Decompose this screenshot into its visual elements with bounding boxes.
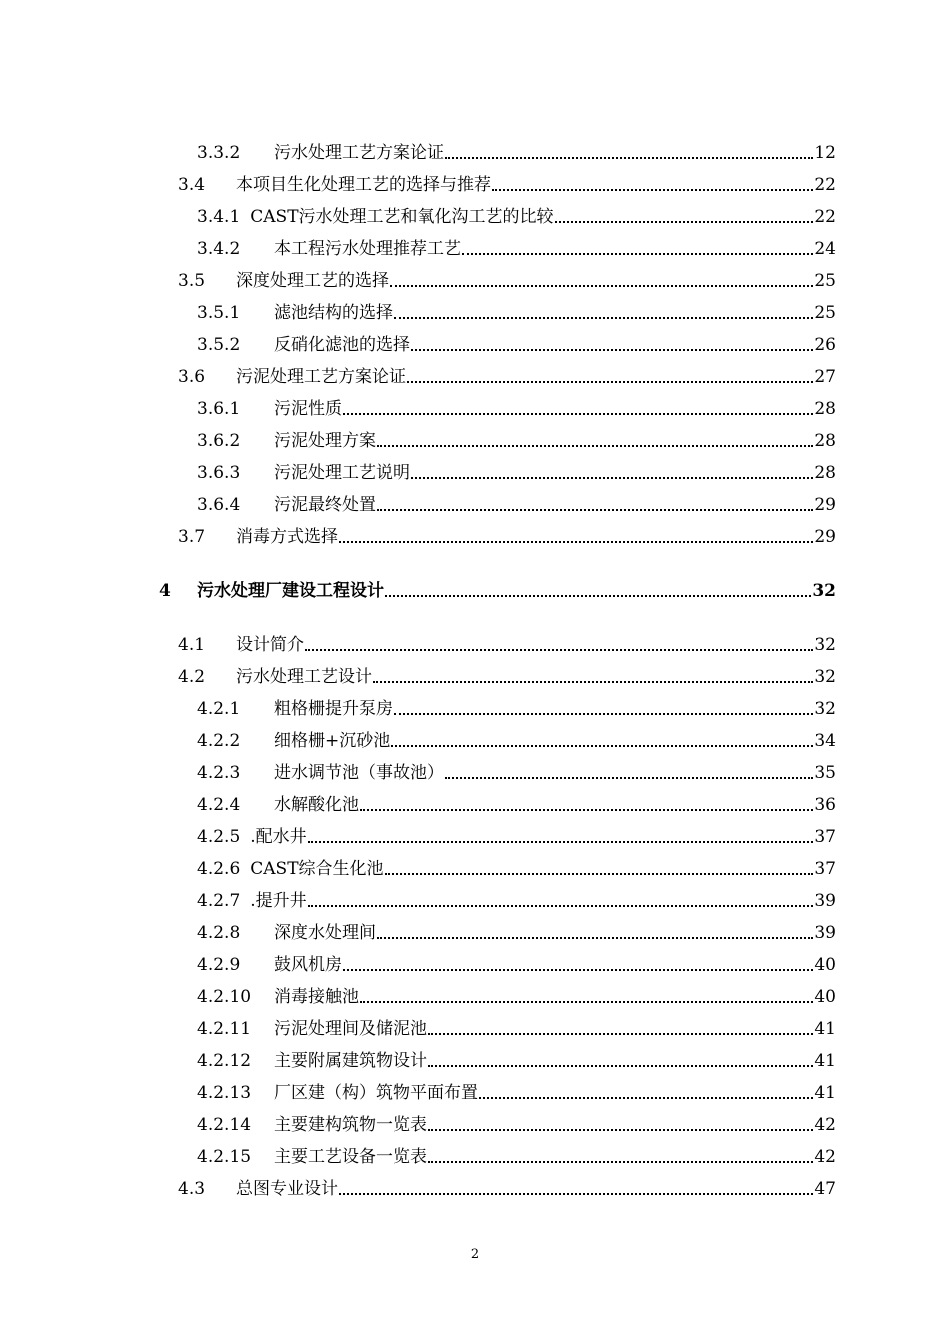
toc-entry-page: 37	[814, 859, 836, 879]
toc-entry-title: 污泥处理间及储泥池	[274, 1019, 427, 1039]
toc-dot-leader	[377, 445, 813, 447]
toc-dot-leader	[360, 1001, 813, 1003]
toc-entry-number: 4.2.6	[197, 859, 241, 879]
toc-entry-title: 污水处理工艺方案论证	[274, 143, 444, 163]
toc-entry-title: 污泥处理工艺说明	[274, 463, 410, 483]
toc-entry-title: 鼓风机房	[274, 955, 342, 975]
toc-dot-leader	[462, 253, 813, 255]
toc-entry-number: 4.2.14	[197, 1115, 252, 1135]
toc-dot-leader	[428, 1161, 813, 1163]
toc-entry-number: 3.5.2	[197, 335, 241, 355]
toc-entry-title: 深度处理工艺的选择	[236, 271, 389, 291]
toc-entry[interactable]	[197, 204, 836, 228]
toc-entry-number: 3.4	[178, 175, 206, 195]
toc-entry-title: 污泥最终处置	[274, 495, 376, 515]
toc-dot-leader	[479, 1097, 813, 1099]
toc-entry-page: 25	[814, 303, 836, 323]
toc-entry-number: 4.2.1	[197, 699, 241, 719]
toc-dot-leader	[308, 841, 814, 843]
toc-entry-page: 40	[814, 987, 836, 1007]
toc-entry[interactable]	[197, 888, 836, 912]
toc-dot-leader	[394, 713, 813, 715]
toc-entry-title: 污水处理工艺设计	[236, 667, 372, 687]
toc-entry-page: 12	[814, 143, 836, 163]
toc-entry[interactable]	[197, 856, 836, 880]
toc-entry-number: 3.7	[178, 527, 206, 547]
toc-entry-title: 厂区建（构）筑物平面布置	[274, 1083, 478, 1103]
toc-dot-leader	[377, 937, 813, 939]
toc-dot-leader	[360, 809, 813, 811]
toc-entry-number: 3.5.1	[197, 303, 241, 323]
toc-entry-page: 32	[812, 581, 836, 601]
toc-entry-title: 水解酸化池	[274, 795, 359, 815]
toc-dot-leader	[391, 745, 813, 747]
toc-entry[interactable]	[178, 268, 836, 292]
toc-dot-leader	[390, 285, 813, 287]
toc-entry-number: 4.2.8	[197, 923, 241, 943]
toc-entry[interactable]	[178, 524, 836, 548]
toc-entry-page: 28	[814, 431, 836, 451]
toc-dot-leader	[305, 649, 813, 651]
toc-entry[interactable]	[197, 140, 836, 164]
toc-entry-number: 4	[159, 581, 171, 601]
toc-entry-page: 25	[814, 271, 836, 291]
toc-entry-title: .配水井	[250, 827, 307, 847]
toc-entry[interactable]	[178, 632, 836, 656]
toc-entry-number: 3.4.1	[197, 207, 241, 227]
toc-entry-number: 4.2.3	[197, 763, 241, 783]
toc-entry[interactable]	[197, 696, 836, 720]
toc-entry-page: 24	[814, 239, 836, 259]
toc-entry-title: 主要附属建筑物设计	[274, 1051, 427, 1071]
toc-entry-number: 4.2.5	[197, 827, 241, 847]
toc-entry[interactable]	[197, 920, 836, 944]
toc-dot-leader	[385, 873, 814, 875]
toc-dot-leader	[428, 1129, 813, 1131]
toc-entry-page: 22	[814, 207, 836, 227]
toc-entry[interactable]	[197, 952, 836, 976]
toc-entry[interactable]	[197, 492, 836, 516]
toc-entry-page: 32	[814, 667, 836, 687]
toc-entry-title: 主要建构筑物一览表	[274, 1115, 427, 1135]
toc-entry-title: CAST污水处理工艺和氧化沟工艺的比较	[250, 207, 554, 227]
toc-dot-leader	[411, 349, 813, 351]
toc-entry-number: 3.6.3	[197, 463, 241, 483]
toc-dot-leader	[339, 1193, 813, 1195]
toc-entry-title: 深度水处理间	[274, 923, 376, 943]
toc-entry-page: 27	[814, 367, 836, 387]
toc-entry-page: 42	[814, 1147, 836, 1167]
toc-entry-page: 32	[814, 699, 836, 719]
toc-dot-leader	[407, 381, 813, 383]
toc-entry-title: 主要工艺设备一览表	[274, 1147, 427, 1167]
toc-entry-page: 36	[814, 795, 836, 815]
toc-dot-leader	[394, 317, 813, 319]
toc-entry[interactable]	[197, 792, 836, 816]
toc-entry-number: 4.3	[178, 1179, 206, 1199]
page-number: 2	[470, 1247, 480, 1262]
toc-entry[interactable]	[197, 1080, 836, 1104]
toc-entry-page: 32	[814, 635, 836, 655]
toc-entry-number: 4.2.15	[197, 1147, 252, 1167]
toc-dot-leader	[385, 595, 811, 597]
toc-entry-page: 22	[814, 175, 836, 195]
toc-entry-page: 41	[814, 1083, 836, 1103]
toc-entry-title: 本工程污水处理推荐工艺	[274, 239, 461, 259]
toc-entry-page: 34	[814, 731, 836, 751]
toc-entry-page: 42	[814, 1115, 836, 1135]
toc-entry-page: 40	[814, 955, 836, 975]
toc-entry-title: CAST综合生化池	[250, 859, 384, 879]
toc-entry-page: 29	[814, 495, 836, 515]
toc-entry[interactable]	[178, 664, 836, 688]
toc-entry-number: 4.1	[178, 635, 206, 655]
toc-dot-leader	[445, 157, 813, 159]
toc-entry[interactable]	[178, 172, 836, 196]
toc-dot-leader	[411, 477, 813, 479]
toc-dot-leader	[428, 1033, 813, 1035]
toc-entry-page: 37	[814, 827, 836, 847]
toc-entry-number: 4.2.10	[197, 987, 252, 1007]
toc-entry[interactable]	[197, 1016, 836, 1040]
toc-entry[interactable]	[197, 984, 836, 1008]
toc-entry-page: 26	[814, 335, 836, 355]
toc-entry[interactable]	[197, 300, 836, 324]
toc-entry-page: 47	[814, 1179, 836, 1199]
toc-entry-page: 28	[814, 463, 836, 483]
toc-entry[interactable]	[178, 1176, 836, 1200]
toc-entry-title: 总图专业设计	[236, 1179, 338, 1199]
toc-entry-title: 滤池结构的选择	[274, 303, 393, 323]
toc-entry-number: 3.6	[178, 367, 206, 387]
toc-entry-page: 41	[814, 1019, 836, 1039]
toc-entry[interactable]	[197, 396, 836, 420]
toc-dot-leader	[377, 509, 813, 511]
toc-entry-number: 3.6.2	[197, 431, 241, 451]
toc-entry-title: .提升井	[250, 891, 307, 911]
toc-entry[interactable]	[197, 728, 836, 752]
toc-dot-leader	[343, 413, 813, 415]
toc-entry-number: 3.5	[178, 271, 206, 291]
toc-entry-page: 39	[814, 923, 836, 943]
toc-entry-number: 4.2.4	[197, 795, 241, 815]
toc-entry-title: 消毒方式选择	[236, 527, 338, 547]
toc-entry-page: 28	[814, 399, 836, 419]
toc-entry-title: 进水调节池（事故池）	[274, 763, 444, 783]
toc-dot-leader	[492, 189, 813, 191]
toc-entry-title: 粗格栅提升泵房	[274, 699, 393, 719]
toc-entry-page: 29	[814, 527, 836, 547]
toc-entry[interactable]	[197, 1144, 836, 1168]
toc-entry-number: 3.4.2	[197, 239, 241, 259]
toc-entry-number: 4.2.13	[197, 1083, 252, 1103]
toc-dot-leader	[428, 1065, 813, 1067]
toc-entry[interactable]	[197, 1112, 836, 1136]
toc-entry[interactable]	[197, 460, 836, 484]
toc-entry[interactable]	[197, 332, 836, 356]
toc-entry-title: 污泥处理方案	[274, 431, 376, 451]
toc-dot-leader	[308, 905, 814, 907]
toc-entry-number: 3.3.2	[197, 143, 241, 163]
toc-entry-title: 细格栅+沉砂池	[274, 731, 391, 751]
toc-dot-leader	[373, 681, 813, 683]
toc-entry[interactable]	[197, 824, 836, 848]
toc-entry-title: 污泥处理工艺方案论证	[236, 367, 406, 387]
toc-entry-number: 3.6.1	[197, 399, 241, 419]
toc-entry[interactable]	[197, 428, 836, 452]
toc-entry-number: 4.2	[178, 667, 206, 687]
toc-entry-title: 污泥性质	[274, 399, 342, 419]
toc-entry-number: 3.6.4	[197, 495, 241, 515]
toc-entry-number: 4.2.11	[197, 1019, 252, 1039]
toc-entry-page: 39	[814, 891, 836, 911]
toc-entry-number: 4.2.2	[197, 731, 241, 751]
toc-dot-leader	[339, 541, 813, 543]
toc-dot-leader	[343, 969, 813, 971]
toc-entry-title: 消毒接触池	[274, 987, 359, 1007]
toc-entry[interactable]	[159, 578, 836, 602]
toc-entry-page: 35	[814, 763, 836, 783]
toc-entry[interactable]	[197, 1048, 836, 1072]
toc-entry[interactable]	[197, 760, 836, 784]
toc-entry-number: 4.2.9	[197, 955, 241, 975]
toc-entry[interactable]	[178, 364, 836, 388]
toc-entry-title: 反硝化滤池的选择	[274, 335, 410, 355]
toc-entry-title: 设计简介	[236, 635, 304, 655]
toc-entry-number: 4.2.7	[197, 891, 241, 911]
toc-entry[interactable]	[197, 236, 836, 260]
toc-dot-leader	[555, 221, 814, 223]
toc-dot-leader	[445, 777, 813, 779]
toc-entry-number: 4.2.12	[197, 1051, 252, 1071]
toc-entry-page: 41	[814, 1051, 836, 1071]
toc-entry-title: 污水处理厂建设工程设计	[197, 581, 384, 601]
toc-entry-title: 本项目生化处理工艺的选择与推荐	[236, 175, 491, 195]
